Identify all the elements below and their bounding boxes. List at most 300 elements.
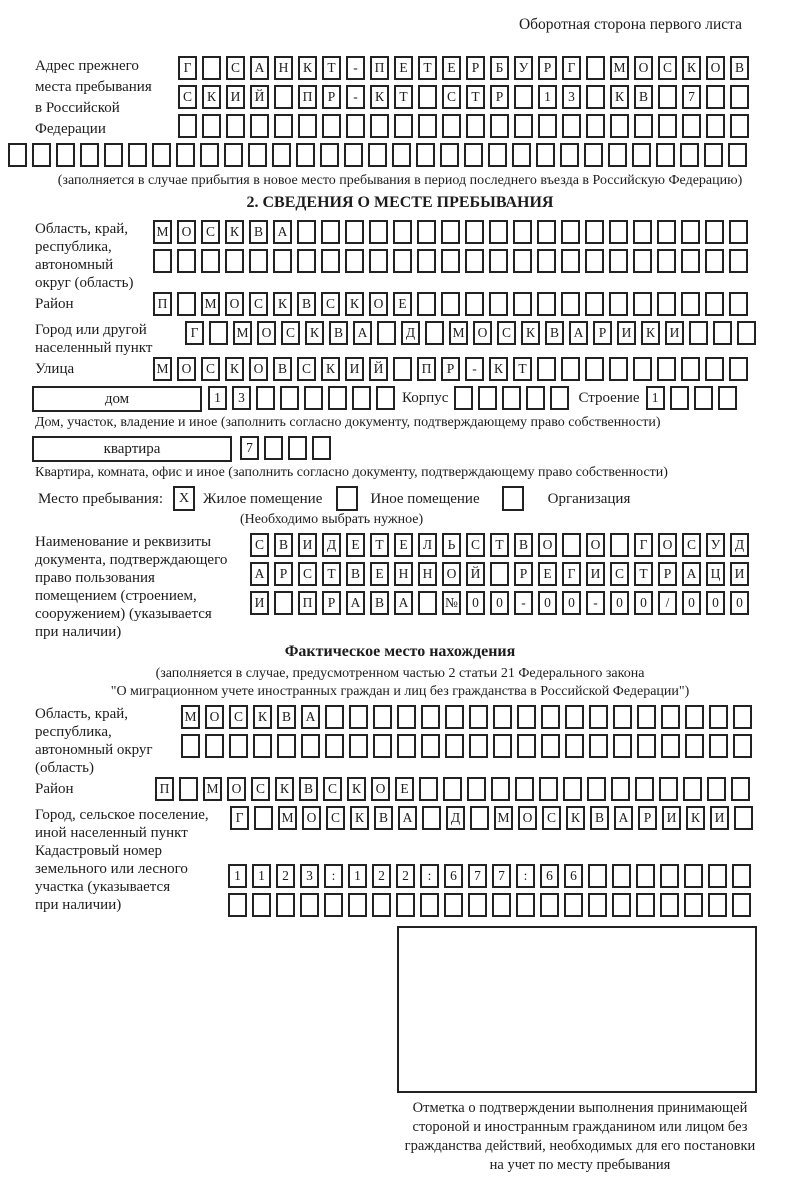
char-cell [610,114,629,138]
char-cell: - [346,85,365,109]
char-cell: 2 [396,864,415,888]
char-cell [657,220,676,244]
char-cell: М [233,321,252,345]
char-cell [516,893,535,917]
char-cell [681,292,700,316]
char-cell: С [321,292,340,316]
char-cell [660,864,679,888]
label-line: Город, сельское поселение, [35,807,209,823]
char-cell: Е [393,292,412,316]
page-title: Оборотная сторона первого листа [518,16,742,33]
char-cell [660,893,679,917]
char-cell: А [250,56,269,80]
char-cell [588,893,607,917]
label-line: иной населенный пункт [35,825,188,841]
char-cell [658,85,677,109]
char-cell [537,357,556,381]
char-cell: И [617,321,636,345]
char-cell: О [225,292,244,316]
char-cell [396,893,415,917]
char-cell: Р [638,806,657,830]
char-cell: О [205,705,224,729]
char-cell: К [347,777,366,801]
char-cell [128,143,147,167]
char-cell: С [323,777,342,801]
char-cell: М [201,292,220,316]
char-cell: И [665,321,684,345]
label-line: республика, [35,724,112,740]
char-cell: 7 [240,436,259,460]
char-cell: К [370,85,389,109]
char-cell: С [542,806,561,830]
char-cell [32,143,51,167]
char-cell [656,143,675,167]
city-block [0,321,800,357]
char-cell [393,220,412,244]
char-cell [444,893,463,917]
char-cell [561,292,580,316]
char-cell: К [305,321,324,345]
char-cell: А [394,591,413,615]
char-cell [225,249,244,273]
char-cell: С [229,705,248,729]
char-cell: С [610,562,629,586]
char-cell: С [201,220,220,244]
char-cell [634,114,653,138]
char-cell: И [730,562,749,586]
char-cell [441,292,460,316]
char-cell: 0 [730,591,749,615]
char-cell: М [449,321,468,345]
char-cell: П [153,292,172,316]
char-cell: М [153,357,172,381]
char-cell [731,777,750,801]
char-cell [706,85,725,109]
char-cell [729,220,748,244]
region-row2 [153,249,753,273]
district-row [153,292,753,316]
char-cell: Т [322,56,341,80]
label-line: гражданства действий, необходимых для его постановки [404,1138,756,1154]
apartment-box: квартира [32,436,232,462]
char-cell [694,386,713,410]
char-cell: : [516,864,535,888]
char-cell: У [706,533,725,557]
char-cell [297,249,316,273]
char-cell: И [662,806,681,830]
cadastral-row1 [228,864,756,888]
char-cell [272,143,291,167]
stay-option-residential-label: Жилое помещение [203,490,323,507]
char-cell: С [297,357,316,381]
stroenie-label: Строение [578,390,640,406]
char-cell [637,734,656,758]
char-cell [224,143,243,167]
char-cell: Д [446,806,465,830]
char-cell [685,705,704,729]
char-cell [280,386,299,410]
char-cell: Т [370,533,389,557]
char-cell [493,705,512,729]
char-cell [586,56,605,80]
char-cell: С [281,321,300,345]
char-cell [632,143,651,167]
char-cell: С [326,806,345,830]
char-cell: А [346,591,365,615]
char-cell [705,220,724,244]
char-cell: К [225,220,244,244]
char-cell [441,220,460,244]
char-cell: С [466,533,485,557]
char-cell: : [324,864,343,888]
char-cell [417,292,436,316]
char-cell: 6 [444,864,463,888]
char-cell [636,893,655,917]
char-cell [613,734,632,758]
char-cell: 1 [646,386,665,410]
char-cell: А [353,321,372,345]
korpus-label: Корпус [402,390,449,406]
char-cell: Р [441,357,460,381]
char-cell [561,249,580,273]
char-cell [417,220,436,244]
char-cell: С [497,321,516,345]
stay-option-other-checkbox [336,486,358,511]
char-cell: М [203,777,222,801]
char-cell [417,249,436,273]
char-cell [502,386,521,410]
actual-region-row1 [181,705,757,729]
char-cell: Н [418,562,437,586]
char-cell [349,705,368,729]
label-line: автономный округ [35,742,153,758]
char-cell [670,386,689,410]
char-cell: Д [730,533,749,557]
char-cell: Т [418,56,437,80]
char-cell: О [371,777,390,801]
char-cell [152,143,171,167]
char-cell [729,249,748,273]
char-cell [705,292,724,316]
char-cell: К [521,321,540,345]
char-cell [708,864,727,888]
char-cell: Н [274,56,293,80]
char-cell [637,705,656,729]
char-cell [418,591,437,615]
char-cell: Т [490,533,509,557]
char-cell [443,777,462,801]
char-cell [490,562,509,586]
char-cell [104,143,123,167]
label-line: места пребывания [35,79,152,95]
char-cell: Л [418,533,437,557]
document-cells [250,533,754,620]
char-cell [202,114,221,138]
char-cell [256,386,275,410]
char-cell [732,864,751,888]
char-cell [689,321,708,345]
char-cell: 0 [490,591,509,615]
char-cell [202,56,221,80]
char-cell [200,143,219,167]
char-cell [468,893,487,917]
char-cell [465,249,484,273]
street-block [0,357,800,386]
char-cell: 6 [564,864,583,888]
char-cell [418,114,437,138]
char-cell [585,249,604,273]
char-cell: С [201,357,220,381]
document-row3 [250,591,754,615]
char-cell [445,734,464,758]
char-cell: И [298,533,317,557]
char-cell [420,893,439,917]
char-cell: К [273,292,292,316]
char-cell: Г [230,806,249,830]
char-cell [517,734,536,758]
char-cell: А [301,705,320,729]
char-cell [536,143,555,167]
char-cell [704,143,723,167]
char-cell [609,249,628,273]
document-row2 [250,562,754,586]
prev-address-row4 [8,143,800,167]
char-cell: 7 [468,864,487,888]
char-cell [177,249,196,273]
char-cell: К [298,56,317,80]
char-cell [585,220,604,244]
char-cell [728,143,747,167]
char-cell [612,893,631,917]
char-cell: О [518,806,537,830]
char-cell: Ц [706,562,725,586]
char-cell [635,777,654,801]
char-cell [585,292,604,316]
char-cell: О [538,533,557,557]
char-cell [661,734,680,758]
char-cell: А [614,806,633,830]
city-label [0,321,185,357]
char-cell: 0 [634,591,653,615]
char-cell [296,143,315,167]
document-label [0,533,250,641]
char-cell: С [226,56,245,80]
char-cell [514,114,533,138]
char-cell: Т [634,562,653,586]
char-cell: К [682,56,701,80]
city-row [185,321,761,345]
char-cell: Ь [442,533,461,557]
char-cell: О [369,292,388,316]
actual-city-row [230,806,758,830]
char-cell [489,249,508,273]
char-cell [729,357,748,381]
char-cell [733,705,752,729]
char-cell [321,220,340,244]
char-cell: И [586,562,605,586]
char-cell [325,705,344,729]
char-cell: А [250,562,269,586]
label-line: Город или другой [35,322,147,338]
char-cell: 0 [610,591,629,615]
label-line: в Российской [35,100,120,116]
apartment-note: Квартира, комната, офис и иное (заполнить согласно документу, подтверждающему право собственности) [35,465,668,480]
char-cell: О [586,533,605,557]
char-cell [397,705,416,729]
char-cell: С [658,56,677,80]
stay-type-note: (Необходимо выбрать нужное) [240,512,424,527]
char-cell [538,114,557,138]
stay-type-label: Место пребывания: [38,490,163,507]
char-cell: 6 [540,864,559,888]
char-cell [709,734,728,758]
house-box: дом [32,386,202,412]
char-cell [565,705,584,729]
label-line: участка (указывается [35,879,171,895]
char-cell [609,357,628,381]
char-cell: 0 [706,591,725,615]
prev-address-row1 [178,56,754,80]
actual-city-block [0,806,800,842]
label-line: помещением (строением, [35,588,197,604]
char-cell [737,321,756,345]
char-cell [526,386,545,410]
char-cell [345,220,364,244]
char-cell [228,893,247,917]
char-cell [376,386,395,410]
char-cell [277,734,296,758]
char-cell [312,436,331,460]
char-cell [442,114,461,138]
char-cell: О [177,220,196,244]
char-cell [425,321,444,345]
char-cell [706,114,725,138]
char-cell [369,249,388,273]
char-cell [80,143,99,167]
char-cell [512,143,531,167]
char-cell: К [686,806,705,830]
char-cell: П [370,56,389,80]
char-cell [684,893,703,917]
char-cell [586,85,605,109]
char-cell [657,292,676,316]
house-cells [208,386,400,410]
char-cell: Е [442,56,461,80]
char-cell [561,357,580,381]
char-cell [392,143,411,167]
char-cell: Г [185,321,204,345]
actual-region-row2 [181,734,757,758]
char-cell [8,143,27,167]
char-cell [478,386,497,410]
char-cell [589,705,608,729]
char-cell [300,893,319,917]
char-cell [489,292,508,316]
char-cell: - [586,591,605,615]
char-cell [513,220,532,244]
char-cell [541,734,560,758]
label-line: Отметка о подтверждении выполнения принимающей [412,1100,748,1116]
char-cell [585,357,604,381]
char-cell [636,864,655,888]
char-cell: В [590,806,609,830]
char-cell: В [374,806,393,830]
char-cell: О [634,56,653,80]
char-cell: А [682,562,701,586]
char-cell [254,806,273,830]
label-line: право пользования [35,570,155,586]
char-cell: Е [538,562,557,586]
char-cell: И [250,591,269,615]
char-cell: В [273,357,292,381]
char-cell: М [153,220,172,244]
char-cell [490,114,509,138]
char-cell [421,734,440,758]
char-cell: В [634,85,653,109]
char-cell: Р [466,56,485,80]
label-line: документа, подтверждающего [35,552,228,568]
char-cell [659,777,678,801]
char-cell: Е [394,56,413,80]
confirmation-stamp-box [397,926,757,1093]
char-cell [274,85,293,109]
char-cell: - [465,357,484,381]
region-label [0,220,153,292]
char-cell [562,533,581,557]
char-cell: 1 [538,85,557,109]
char-cell: О [249,357,268,381]
district-block [0,292,800,321]
char-cell [517,705,536,729]
char-cell: 0 [562,591,581,615]
char-cell [421,705,440,729]
char-cell [707,777,726,801]
char-cell: Р [658,562,677,586]
label-line: стороной и иностранным гражданином или лицом без [412,1119,748,1135]
actual-location-title: Фактическое место нахождения [284,643,516,660]
house-note: Дом, участок, владение и иное (заполнить согласно документу, подтверждающему право собственности) [35,415,661,430]
char-cell: Е [346,533,365,557]
char-cell [657,249,676,273]
char-cell [709,705,728,729]
actual-district-block [0,777,800,806]
char-cell [561,220,580,244]
char-cell [320,143,339,167]
document-block [0,533,800,641]
char-cell [422,806,441,830]
char-cell [178,114,197,138]
char-cell: 7 [492,864,511,888]
char-cell [322,114,341,138]
char-cell: 1 [252,864,271,888]
char-cell: Р [514,562,533,586]
char-cell [680,143,699,167]
char-cell: М [610,56,629,80]
char-cell: П [298,591,317,615]
char-cell [344,143,363,167]
char-cell [537,249,556,273]
char-cell: К [610,85,629,109]
char-cell [609,220,628,244]
char-cell: Й [466,562,485,586]
char-cell [488,143,507,167]
char-cell [369,220,388,244]
char-cell: М [278,806,297,830]
char-cell: С [250,533,269,557]
char-cell: М [181,705,200,729]
char-cell: : [420,864,439,888]
char-cell [470,806,489,830]
